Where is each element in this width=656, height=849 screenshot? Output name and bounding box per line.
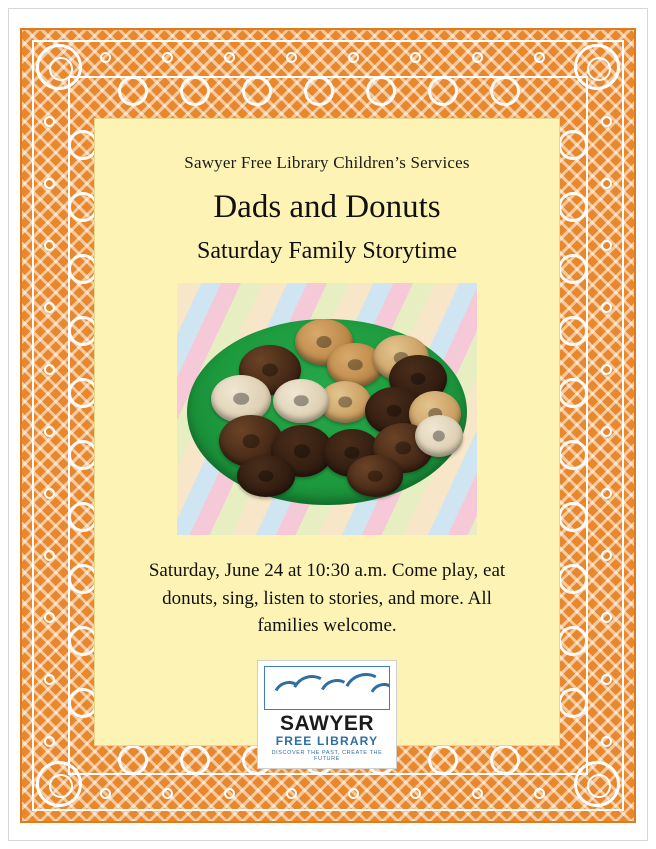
border-scallop — [558, 564, 588, 594]
border-scallop — [558, 378, 588, 408]
border-scallop — [428, 745, 458, 775]
border-ring — [601, 488, 612, 499]
border-ring — [472, 52, 483, 63]
border-ring — [472, 788, 483, 799]
border-scallop — [118, 745, 148, 775]
border-scallop — [558, 192, 588, 222]
border-scallop — [558, 254, 588, 284]
donut — [273, 379, 329, 423]
border-ring — [44, 116, 55, 127]
border-scallop — [490, 745, 520, 775]
border-ring — [44, 426, 55, 437]
border-ring — [224, 52, 235, 63]
poster-subtitle: Saturday Family Storytime — [197, 238, 457, 264]
border-ring — [44, 674, 55, 685]
border-ring — [162, 52, 173, 63]
border-ring — [44, 364, 55, 375]
border-scallop — [558, 130, 588, 160]
border-ring — [286, 52, 297, 63]
logo-tagline: DISCOVER THE PAST, CREATE THE FUTURE — [271, 750, 383, 763]
border-ring — [44, 612, 55, 623]
border-ring — [44, 736, 55, 747]
border-scallop — [428, 76, 458, 106]
donut — [415, 415, 463, 457]
border-scallop — [180, 76, 210, 106]
logo-subname: FREE LIBRARY — [275, 733, 379, 748]
border-ring — [601, 364, 612, 375]
border-ring — [44, 178, 55, 189]
border-scallop — [242, 76, 272, 106]
border-scallop — [558, 502, 588, 532]
border-ring — [348, 52, 359, 63]
border-ring — [534, 788, 545, 799]
border-scallop — [490, 76, 520, 106]
corner-medallion-bottom-right — [574, 761, 620, 807]
border-ring — [601, 426, 612, 437]
border-scallop — [366, 76, 396, 106]
border-ring — [44, 240, 55, 251]
poster-content-card — [94, 118, 560, 763]
logo-name: SAWYER — [279, 711, 374, 735]
border-scallop — [118, 76, 148, 106]
donut — [347, 455, 403, 497]
border-ring — [44, 488, 55, 499]
border-ring — [410, 788, 421, 799]
border-scallop — [558, 626, 588, 656]
border-ring — [286, 788, 297, 799]
poster-kicker: Sawyer Free Library Children’s Services — [184, 153, 470, 172]
donut — [237, 455, 295, 497]
border-ring — [601, 116, 612, 127]
border-ring — [601, 736, 612, 747]
border-ring — [601, 612, 612, 623]
border-ring — [601, 550, 612, 561]
border-ring — [162, 788, 173, 799]
border-ring — [100, 52, 111, 63]
border-scallop — [180, 745, 210, 775]
corner-medallion-top-left — [36, 44, 82, 90]
border-scallop — [558, 316, 588, 346]
border-ring — [601, 178, 612, 189]
border-ring — [100, 788, 111, 799]
sawyer-free-library-logo — [257, 660, 397, 769]
border-ring — [224, 788, 235, 799]
border-scallop — [304, 76, 334, 106]
border-scallop — [558, 688, 588, 718]
waves-icon — [264, 666, 390, 710]
border-ring — [44, 302, 55, 313]
border-scallop — [558, 440, 588, 470]
poster-body-text: Saturday, June 24 at 10:30 a.m. Come play, eat donuts, sing, listen to stories, and more. All families welcome. — [148, 560, 506, 637]
border-ring — [410, 52, 421, 63]
border-ring — [348, 788, 359, 799]
border-ring — [601, 674, 612, 685]
border-ring — [601, 302, 612, 313]
border-ring — [534, 52, 545, 63]
border-ring — [44, 550, 55, 561]
corner-medallion-bottom-left — [36, 761, 82, 807]
page-title: Dads and Donuts — [213, 189, 441, 225]
donut-photo — [177, 283, 477, 535]
border-ring — [601, 240, 612, 251]
corner-medallion-top-right — [574, 44, 620, 90]
